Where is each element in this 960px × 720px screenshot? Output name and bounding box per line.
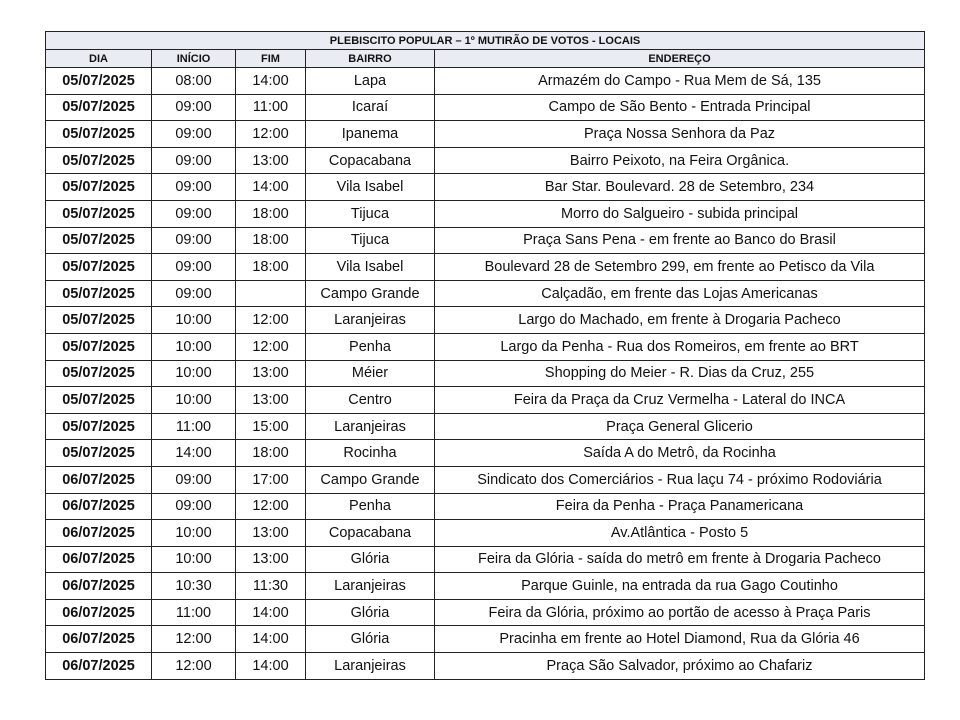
cell-dia: 05/07/2025: [46, 200, 152, 227]
cell-bairro: Laranjeiras: [306, 307, 435, 334]
table-row: [46, 599, 925, 626]
cell-endereco: Feira da Glória - saída do metrô em frente à Drogaria Pacheco: [435, 546, 925, 573]
cell-bairro: Tijuca: [306, 200, 435, 227]
cell-endereco: Boulevard 28 de Setembro 299, em frente ao Petisco da Vila: [435, 254, 925, 281]
cell-bairro: Centro: [306, 387, 435, 414]
cell-endereco: Campo de São Bento - Entrada Principal: [435, 94, 925, 121]
cell-inicio: 14:00: [152, 440, 236, 467]
cell-bairro: Laranjeiras: [306, 413, 435, 440]
table-title-row: [46, 32, 925, 50]
table-row: [46, 254, 925, 281]
cell-fim: 14:00: [236, 174, 306, 201]
cell-inicio: 09:00: [152, 493, 236, 520]
cell-fim: 13:00: [236, 387, 306, 414]
cell-fim: 18:00: [236, 227, 306, 254]
cell-dia: 06/07/2025: [46, 493, 152, 520]
cell-dia: 05/07/2025: [46, 147, 152, 174]
cell-endereco: Parque Guinle, na entrada da rua Gago Coutinho: [435, 573, 925, 600]
table-row: [46, 307, 925, 334]
table-title: PLEBISCITO POPULAR – 1º MUTIRÃO DE VOTOS - LOCAIS: [46, 32, 925, 50]
cell-endereco: Sindicato dos Comerciários - Rua laçu 74 - próximo Rodoviária: [435, 466, 925, 493]
cell-bairro: Penha: [306, 493, 435, 520]
table-row: [46, 573, 925, 600]
cell-dia: 05/07/2025: [46, 227, 152, 254]
cell-endereco: Bairro Peixoto, na Feira Orgânica.: [435, 147, 925, 174]
cell-endereco: Largo do Machado, em frente à Drogaria Pacheco: [435, 307, 925, 334]
cell-fim: 13:00: [236, 546, 306, 573]
table-row: [46, 360, 925, 387]
table-row: [46, 121, 925, 148]
cell-bairro: Méier: [306, 360, 435, 387]
cell-fim: 12:00: [236, 121, 306, 148]
cell-fim: 12:00: [236, 333, 306, 360]
cell-fim: 12:00: [236, 493, 306, 520]
cell-dia: 06/07/2025: [46, 599, 152, 626]
cell-bairro: Rocinha: [306, 440, 435, 467]
cell-inicio: 09:00: [152, 174, 236, 201]
cell-bairro: Lapa: [306, 68, 435, 95]
cell-dia: 05/07/2025: [46, 254, 152, 281]
table-row: [46, 147, 925, 174]
cell-inicio: 10:00: [152, 307, 236, 334]
cell-fim: 11:30: [236, 573, 306, 600]
header-fim: FIM: [236, 50, 306, 68]
cell-dia: 05/07/2025: [46, 387, 152, 414]
cell-bairro: Icaraí: [306, 94, 435, 121]
cell-fim: 14:00: [236, 68, 306, 95]
cell-endereco: Praça Nossa Senhora da Paz: [435, 121, 925, 148]
cell-inicio: 09:00: [152, 200, 236, 227]
cell-bairro: Glória: [306, 626, 435, 653]
cell-dia: 05/07/2025: [46, 333, 152, 360]
cell-endereco: Largo da Penha - Rua dos Romeiros, em frente ao BRT: [435, 333, 925, 360]
cell-fim: 13:00: [236, 360, 306, 387]
cell-dia: 06/07/2025: [46, 626, 152, 653]
cell-fim: 11:00: [236, 94, 306, 121]
cell-endereco: Praça São Salvador, próximo ao Chafariz: [435, 653, 925, 680]
table-row: [46, 626, 925, 653]
table-row: [46, 493, 925, 520]
cell-inicio: 09:00: [152, 280, 236, 307]
table-row: [46, 280, 925, 307]
table-row: [46, 227, 925, 254]
table-row: [46, 333, 925, 360]
cell-dia: 05/07/2025: [46, 413, 152, 440]
cell-dia: 06/07/2025: [46, 520, 152, 547]
cell-dia: 05/07/2025: [46, 360, 152, 387]
table-header-row: [46, 50, 925, 68]
cell-bairro: Glória: [306, 599, 435, 626]
cell-fim: 14:00: [236, 653, 306, 680]
cell-endereco: Feira da Penha - Praça Panamericana: [435, 493, 925, 520]
cell-dia: 06/07/2025: [46, 466, 152, 493]
cell-endereco: Saída A do Metrô, da Rocinha: [435, 440, 925, 467]
cell-fim: 18:00: [236, 200, 306, 227]
cell-dia: 05/07/2025: [46, 280, 152, 307]
table-row: [46, 653, 925, 680]
cell-fim: 12:00: [236, 307, 306, 334]
cell-inicio: 09:00: [152, 121, 236, 148]
cell-fim: [236, 280, 306, 307]
table-row: [46, 546, 925, 573]
cell-fim: 18:00: [236, 254, 306, 281]
header-bairro: BAIRRO: [306, 50, 435, 68]
cell-endereco: Feira da Praça da Cruz Vermelha - Lateral do INCA: [435, 387, 925, 414]
table-row: [46, 440, 925, 467]
cell-dia: 06/07/2025: [46, 573, 152, 600]
cell-bairro: Campo Grande: [306, 280, 435, 307]
cell-bairro: Laranjeiras: [306, 573, 435, 600]
cell-bairro: Tijuca: [306, 227, 435, 254]
cell-bairro: Vila Isabel: [306, 254, 435, 281]
cell-inicio: 10:00: [152, 387, 236, 414]
cell-dia: 05/07/2025: [46, 68, 152, 95]
cell-dia: 05/07/2025: [46, 94, 152, 121]
table-row: [46, 520, 925, 547]
cell-inicio: 10:00: [152, 360, 236, 387]
cell-dia: 06/07/2025: [46, 653, 152, 680]
cell-endereco: Feira da Glória, próximo ao portão de acesso à Praça Paris: [435, 599, 925, 626]
cell-bairro: Glória: [306, 546, 435, 573]
cell-bairro: Ipanema: [306, 121, 435, 148]
table-row: [46, 387, 925, 414]
cell-inicio: 09:00: [152, 466, 236, 493]
cell-inicio: 12:00: [152, 653, 236, 680]
cell-dia: 05/07/2025: [46, 121, 152, 148]
cell-bairro: Vila Isabel: [306, 174, 435, 201]
cell-fim: 17:00: [236, 466, 306, 493]
cell-fim: 14:00: [236, 599, 306, 626]
table-row: [46, 174, 925, 201]
cell-fim: 18:00: [236, 440, 306, 467]
cell-dia: 05/07/2025: [46, 307, 152, 334]
cell-endereco: Av.Atlântica - Posto 5: [435, 520, 925, 547]
header-inicio: INÍCIO: [152, 50, 236, 68]
locations-table: [45, 31, 925, 680]
cell-endereco: Armazém do Campo - Rua Mem de Sá, 135: [435, 68, 925, 95]
table-row: [46, 200, 925, 227]
cell-endereco: Praça General Glicerio: [435, 413, 925, 440]
header-dia: DIA: [46, 50, 152, 68]
cell-endereco: Calçadão, em frente das Lojas Americanas: [435, 280, 925, 307]
cell-inicio: 11:00: [152, 599, 236, 626]
cell-dia: 05/07/2025: [46, 440, 152, 467]
cell-endereco: Shopping do Meier - R. Dias da Cruz, 255: [435, 360, 925, 387]
cell-inicio: 11:00: [152, 413, 236, 440]
cell-bairro: Copacabana: [306, 147, 435, 174]
table-row: [46, 466, 925, 493]
cell-inicio: 12:00: [152, 626, 236, 653]
cell-inicio: 10:00: [152, 546, 236, 573]
table-row: [46, 68, 925, 95]
cell-inicio: 09:00: [152, 94, 236, 121]
cell-fim: 13:00: [236, 147, 306, 174]
cell-dia: 05/07/2025: [46, 174, 152, 201]
cell-bairro: Campo Grande: [306, 466, 435, 493]
cell-endereco: Praça Sans Pena - em frente ao Banco do Brasil: [435, 227, 925, 254]
cell-endereco: Bar Star. Boulevard. 28 de Setembro, 234: [435, 174, 925, 201]
cell-endereco: Pracinha em frente ao Hotel Diamond, Rua da Glória 46: [435, 626, 925, 653]
cell-bairro: Laranjeiras: [306, 653, 435, 680]
cell-dia: 06/07/2025: [46, 546, 152, 573]
table-row: [46, 413, 925, 440]
cell-bairro: Copacabana: [306, 520, 435, 547]
cell-fim: 14:00: [236, 626, 306, 653]
cell-inicio: 09:00: [152, 227, 236, 254]
cell-fim: 15:00: [236, 413, 306, 440]
cell-inicio: 10:00: [152, 520, 236, 547]
cell-inicio: 08:00: [152, 68, 236, 95]
cell-bairro: Penha: [306, 333, 435, 360]
cell-inicio: 10:00: [152, 333, 236, 360]
cell-inicio: 09:00: [152, 254, 236, 281]
cell-inicio: 10:30: [152, 573, 236, 600]
table-row: [46, 94, 925, 121]
cell-inicio: 09:00: [152, 147, 236, 174]
cell-endereco: Morro do Salgueiro - subida principal: [435, 200, 925, 227]
header-endereco: ENDEREÇO: [435, 50, 925, 68]
cell-fim: 13:00: [236, 520, 306, 547]
